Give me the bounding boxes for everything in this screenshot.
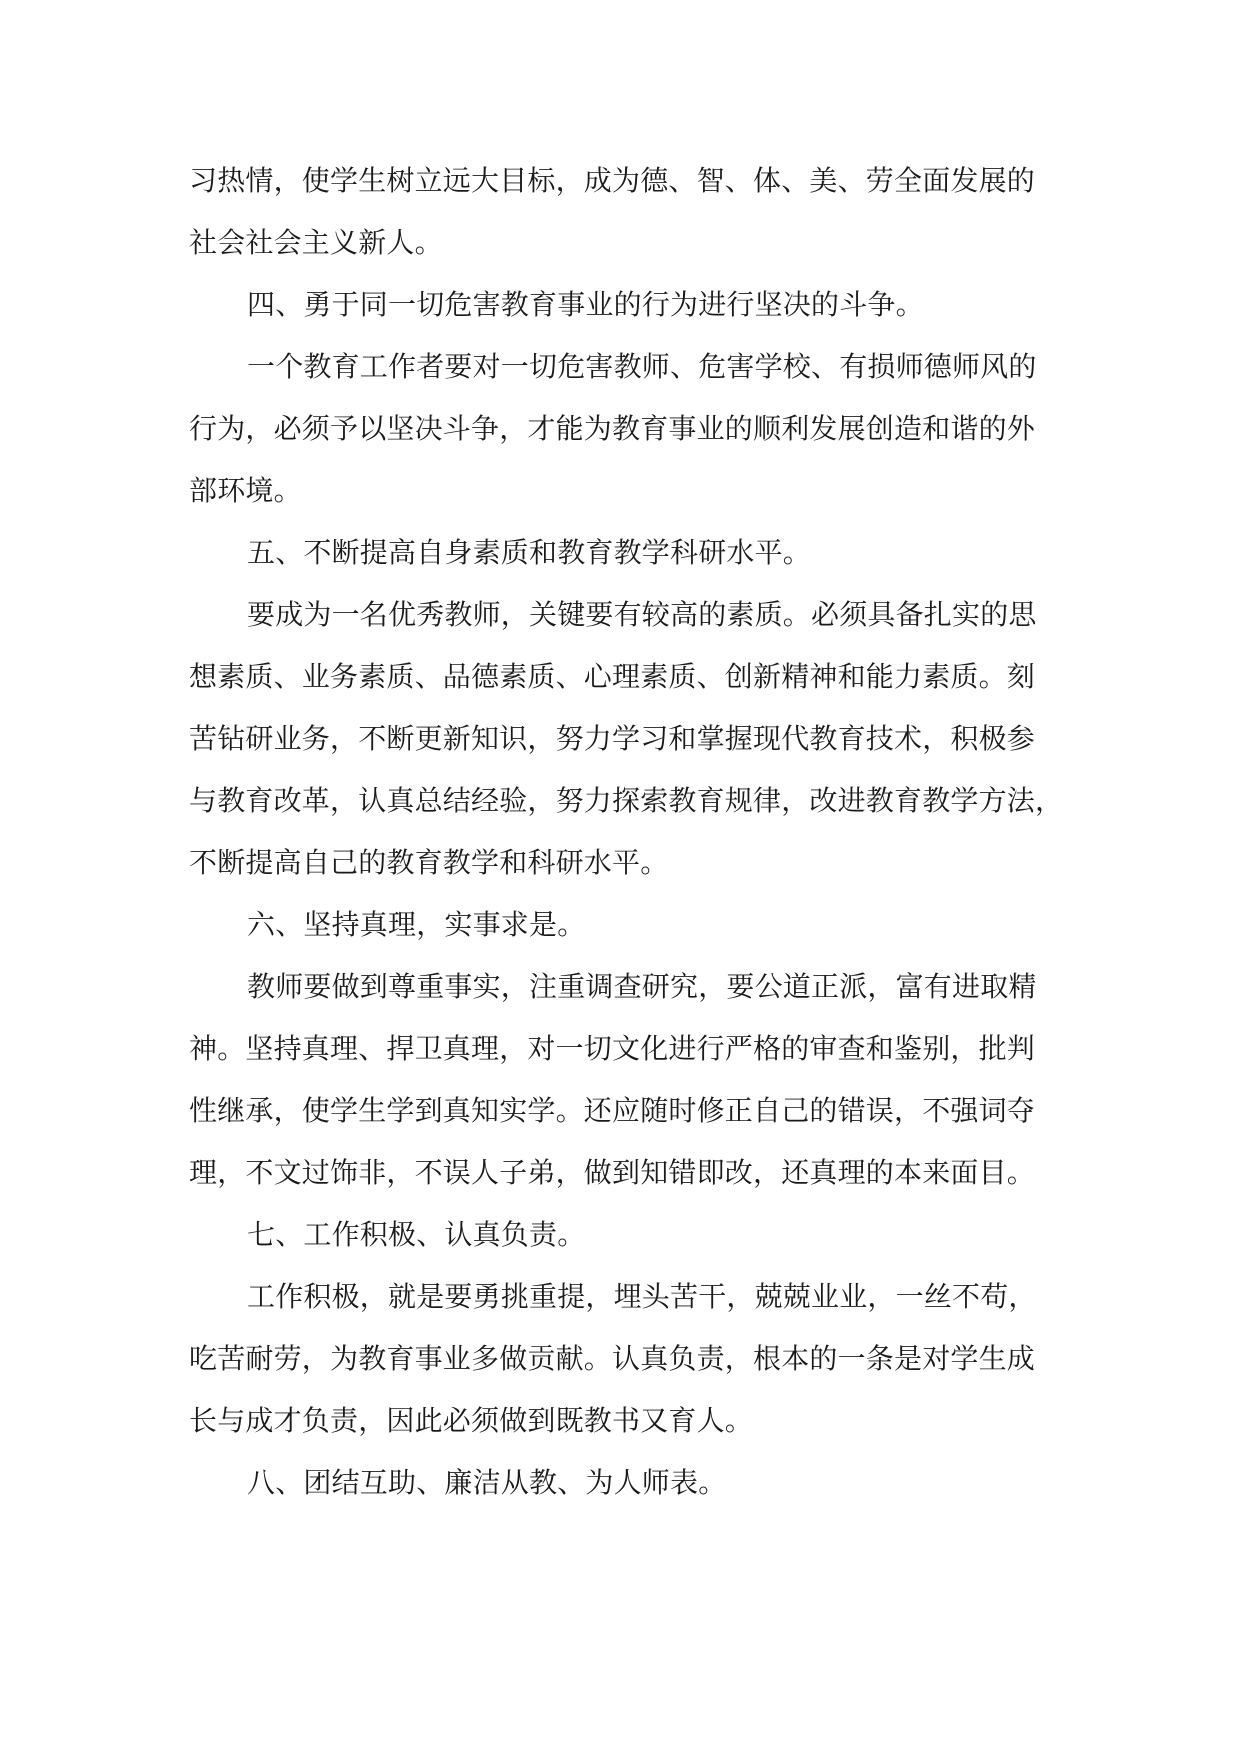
- text-line: 社会社会主义新人。: [189, 226, 443, 259]
- text-line: 想素质、业务素质、品德素质、心理素质、创新精神和能力素质。刻: [189, 660, 1036, 693]
- text-line: 工作积极，就是要勇挑重提，埋头苦干，兢兢业业，一丝不苟，: [247, 1280, 1037, 1313]
- text-line: 长与成才负责，因此必须做到既教书又育人。: [189, 1404, 754, 1437]
- text-line: 吃苦耐劳，为教育事业多做贡献。认真负责，根本的一条是对学生成: [189, 1342, 1036, 1375]
- text-line: 神。坚持真理、捍卫真理，对一切文化进行严格的审查和鉴别，批判: [189, 1032, 1036, 1065]
- section-heading: 八、团结互助、廉洁从教、为人师表。: [247, 1466, 727, 1499]
- text-line: 行为，必须予以坚决斗争，才能为教育事业的顺利发展创造和谐的外: [189, 412, 1036, 445]
- section-heading: 四、勇于同一切危害教育事业的行为进行坚决的斗争。: [247, 288, 924, 321]
- text-line: 理，不文过饰非，不误人子弟，做到知错即改，还真理的本来面目。: [189, 1156, 1036, 1189]
- text-line: 苦钻研业务，不断更新知识，努力学习和掌握现代教育技术，积极参: [189, 722, 1036, 755]
- text-line: 部环境。: [189, 474, 302, 507]
- document-body: [189, 150, 1069, 1514]
- text-line: 习热情，使学生树立远大目标，成为德、智、体、美、劳全面发展的: [189, 164, 1036, 197]
- text-line: 与教育改革，认真总结经验，努力探索教育规律，改进教育教学方法，: [189, 784, 1064, 817]
- section-heading: 五、不断提高自身素质和教育教学科研水平。: [247, 536, 812, 569]
- text-line: 要成为一名优秀教师，关键要有较高的素质。必须具备扎实的思: [247, 598, 1037, 631]
- section-heading: 六、坚持真理，实事求是。: [247, 908, 586, 941]
- text-line: 不断提高自己的教育教学和科研水平。: [189, 846, 669, 879]
- text-line: 教师要做到尊重事实，注重调查研究，要公道正派，富有进取精: [247, 970, 1037, 1003]
- text-line: 一个教育工作者要对一切危害教师、危害学校、有损师德师风的: [247, 350, 1037, 383]
- text-line: 性继承，使学生学到真知实学。还应随时修正自己的错误，不强词夺: [189, 1094, 1036, 1127]
- section-heading: 七、工作积极、认真负责。: [247, 1218, 586, 1251]
